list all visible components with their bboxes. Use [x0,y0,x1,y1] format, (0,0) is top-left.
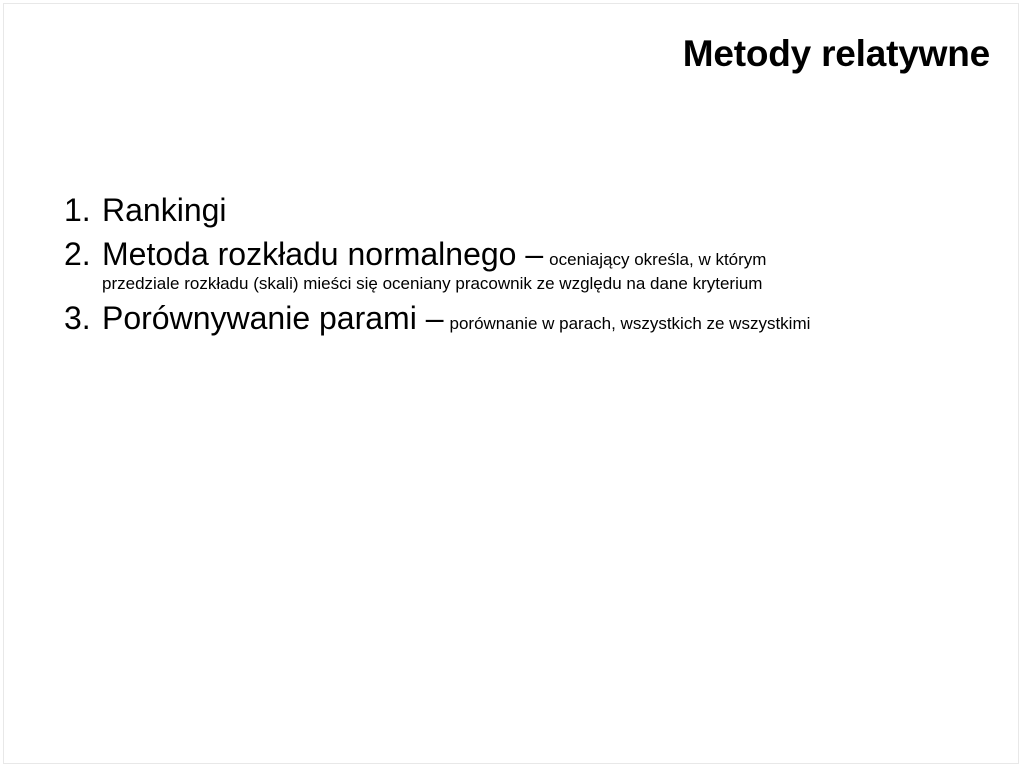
item-number: 1. [64,192,91,228]
slide-title: Metody relatywne [682,33,990,74]
item-number: 2. [64,236,91,272]
slide-frame [3,3,1019,764]
item-heading: Metoda rozkładu normalnego – [102,236,544,272]
list-item-pairwise-comparison [64,296,1004,340]
methods-list [64,188,1004,340]
item-detail: porównanie w parach, wszystkich ze wszystkimi [449,314,811,333]
item-detail-continuation: przedziale rozkładu (skali) mieści się oceniany pracownik ze względu na dane kryterium [102,274,763,293]
item-detail: oceniający określa, w którym [549,250,767,269]
list-item-normal-distribution [64,232,1004,296]
list-item-rankings [64,188,1004,232]
item-heading: Rankingi [102,192,227,228]
item-number: 3. [64,300,91,336]
item-heading: Porównywanie parami – [102,300,444,336]
